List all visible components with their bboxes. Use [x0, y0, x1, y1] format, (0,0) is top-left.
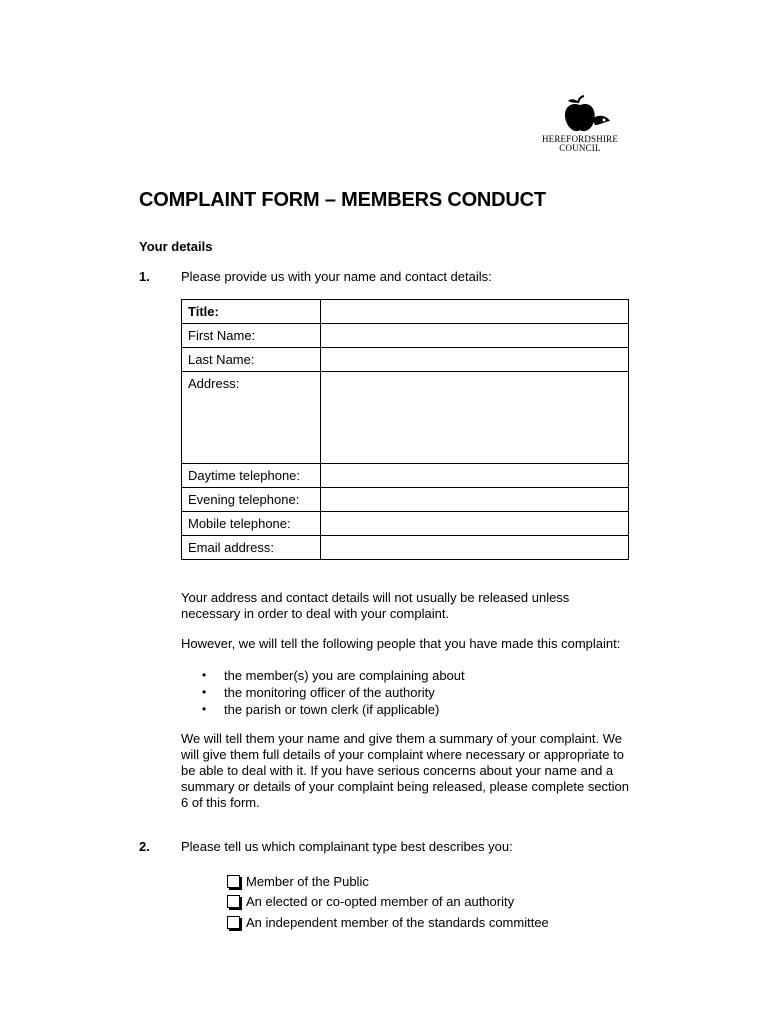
- people-list: [181, 667, 465, 718]
- address-label: Address:: [182, 372, 321, 464]
- table-row: [182, 300, 629, 324]
- option-label: An independent member of the standards committee: [246, 914, 549, 930]
- title-label: Title:: [182, 300, 321, 324]
- page-title: COMPLAINT FORM – MEMBERS CONDUCT: [139, 189, 546, 211]
- table-row: [182, 348, 629, 372]
- complainant-type-options: [227, 871, 549, 933]
- table-row: [182, 464, 629, 488]
- table-row: [182, 512, 629, 536]
- logo-line-2: COUNCIL: [559, 143, 601, 153]
- option-elected-member[interactable]: [227, 892, 549, 913]
- list-item: • the parish or town clerk (if applicable): [181, 701, 465, 718]
- table-row: [182, 488, 629, 512]
- last-name-label: Last Name:: [182, 348, 321, 372]
- first-name-field[interactable]: [320, 324, 628, 348]
- checkbox[interactable]: [227, 916, 240, 929]
- contact-details-table: [181, 299, 629, 560]
- question-2-number: 2.: [139, 839, 150, 854]
- question-1-number: 1.: [139, 269, 150, 284]
- last-name-field[interactable]: [320, 348, 628, 372]
- checkbox[interactable]: [227, 875, 240, 888]
- first-name-label: First Name:: [182, 324, 321, 348]
- table-row: [182, 536, 629, 560]
- table-row: [182, 324, 629, 348]
- council-logo: [540, 95, 620, 153]
- evening-telephone-field[interactable]: [320, 488, 628, 512]
- privacy-note: Your address and contact details will not usually be released unless necessary in order to deal with your complaint.: [181, 590, 570, 621]
- logo-line-1: HEREFORDSHIRE: [541, 134, 619, 144]
- section-heading: Your details: [139, 239, 213, 254]
- daytime-telephone-field[interactable]: [320, 464, 628, 488]
- question-1-text: Please provide us with your name and contact details:: [181, 269, 492, 284]
- list-item: • the monitoring officer of the authority: [181, 684, 465, 701]
- checkbox[interactable]: [227, 895, 240, 908]
- email-address-label: Email address:: [182, 536, 321, 560]
- list-item: • the member(s) you are complaining about: [181, 667, 465, 684]
- table-row: [182, 372, 629, 464]
- mobile-telephone-field[interactable]: [320, 512, 628, 536]
- option-independent-member[interactable]: [227, 912, 549, 933]
- title-field[interactable]: [320, 300, 628, 324]
- question-2-text: Please tell us which complainant type best describes you:: [181, 839, 513, 854]
- apple-icon: [548, 95, 612, 135]
- evening-telephone-label: Evening telephone:: [182, 488, 321, 512]
- option-member-of-public[interactable]: [227, 871, 549, 892]
- option-label: An elected or co-opted member of an authority: [246, 894, 515, 910]
- option-label: Member of the Public: [246, 873, 369, 889]
- address-field[interactable]: [320, 372, 628, 464]
- mobile-telephone-label: Mobile telephone:: [182, 512, 321, 536]
- summary-note: We will tell them your name and give them a summary of your complaint. We will give them full details of your complaint where necessary or appropriate to be able to deal with it. If you have serious concerns about your name and a summary or details of your complaint being released, please complete section 6 of this form.: [181, 731, 630, 810]
- daytime-telephone-label: Daytime telephone:: [182, 464, 321, 488]
- disclosure-intro: However, we will tell the following people that you have made this complaint:: [181, 636, 621, 651]
- email-address-field[interactable]: [320, 536, 628, 560]
